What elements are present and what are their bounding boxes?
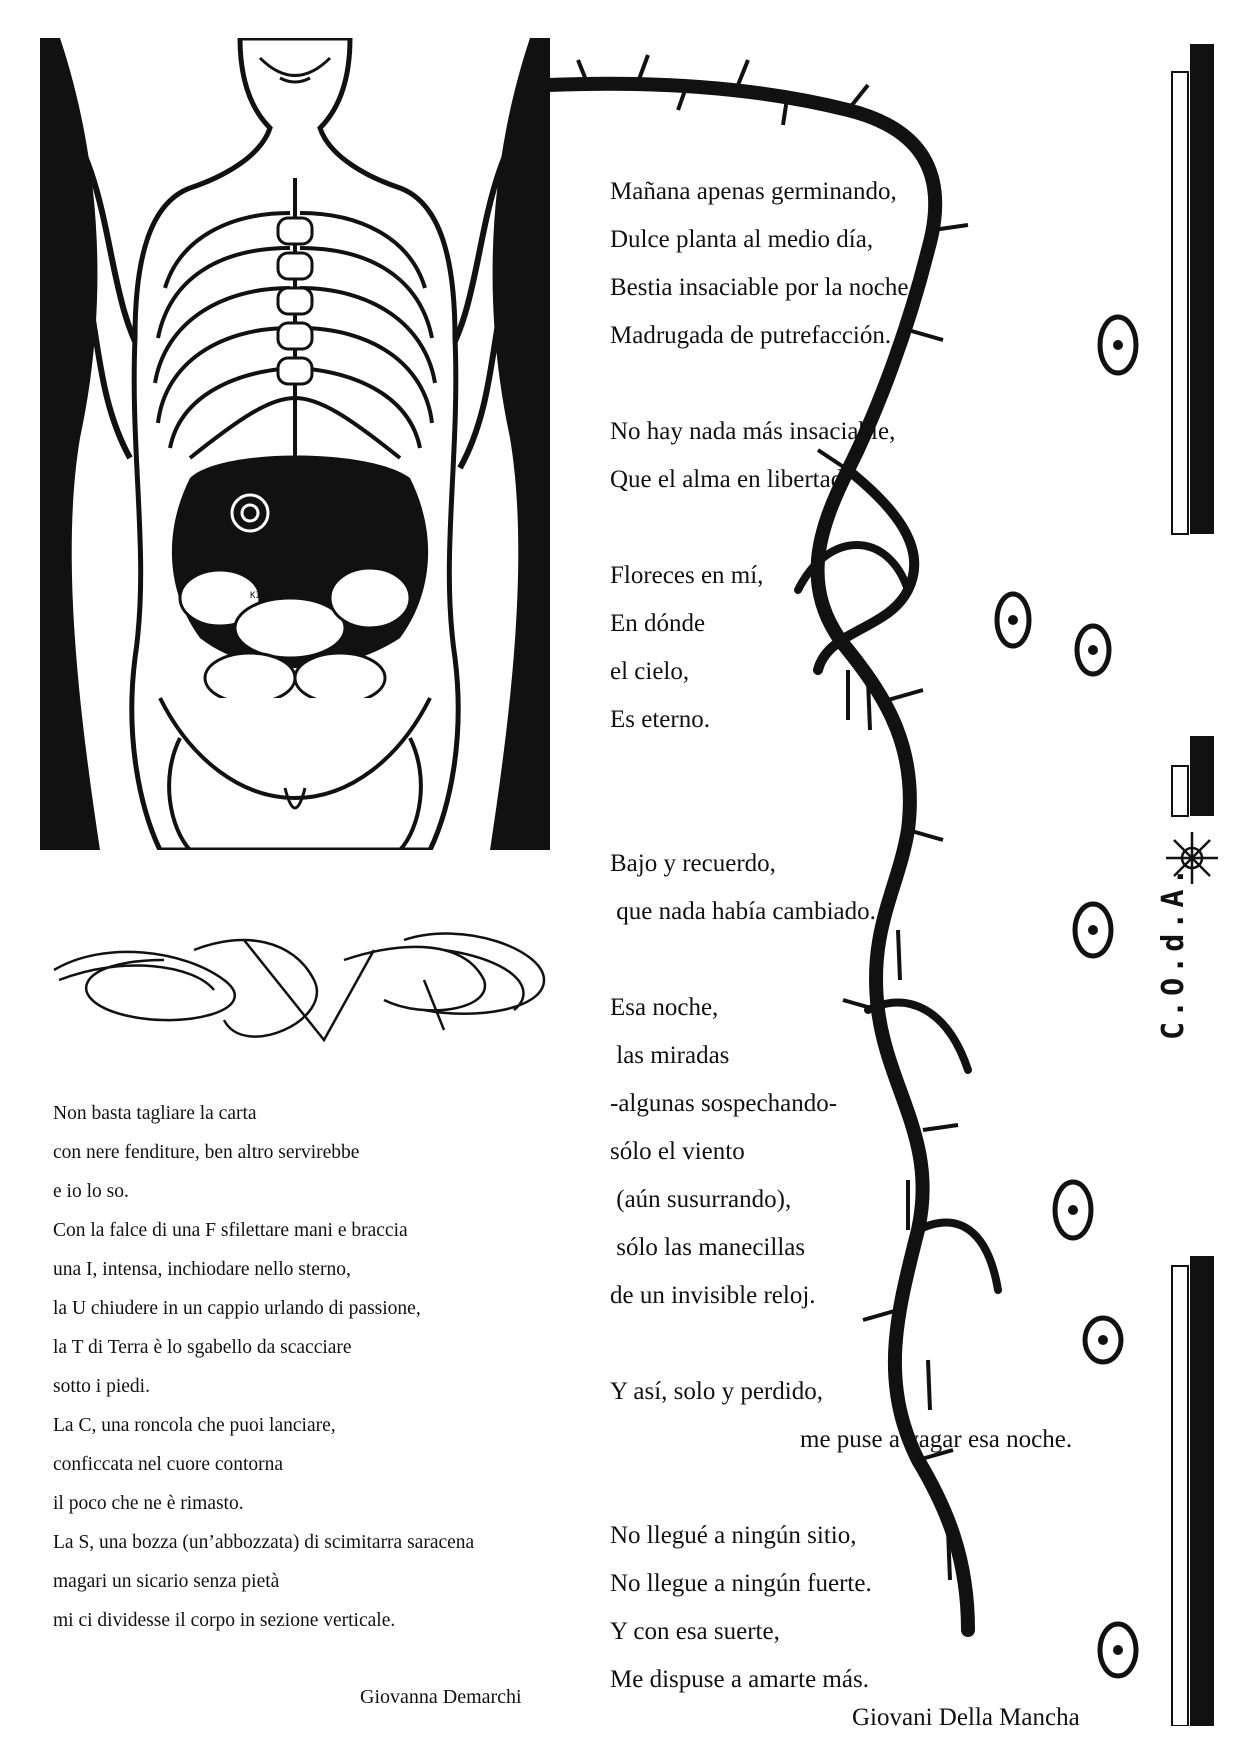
poem-line: No llegue a ningún fuerte.: [610, 1570, 872, 1597]
scribble-flourish: [44, 920, 554, 1070]
poem-line: -algunas sospechando-: [610, 1090, 838, 1117]
poem-line: Mañana apenas germinando,: [610, 178, 897, 205]
poem-line: una I, intensa, inchiodare nello sterno,: [53, 1259, 351, 1280]
poem-line: Me dispuse a amarte más.: [610, 1666, 869, 1693]
poem-line: Bajo y recuerdo,: [610, 850, 776, 877]
poem-line: las miradas: [610, 1042, 730, 1069]
poem-line: Non basta tagliare la carta: [53, 1103, 257, 1124]
poem-line: la U chiudere in un cappio urlando di passione,: [53, 1298, 421, 1319]
poem-line: e io lo so.: [53, 1181, 129, 1202]
poem-line: que nada había cambiado.: [610, 898, 876, 925]
poem-line: No llegué a ningún sitio,: [610, 1522, 857, 1549]
anatomy-illustration: [40, 38, 550, 850]
poem-line: de un invisible reloj.: [610, 1282, 816, 1309]
spanish-poem: [610, 168, 1130, 1704]
poem-line: la T di Terra è lo sgabello da scacciare: [53, 1337, 352, 1358]
poem-line: Madrugada de putrefacción.: [610, 322, 892, 349]
poem-line: mi ci dividesse il corpo in sezione verticale.: [53, 1610, 396, 1631]
side-strip-label: C.O.d.A.: [1156, 863, 1191, 1040]
poem-line: sólo el viento: [610, 1138, 745, 1165]
poem-line: con nere fenditure, ben altro servirebbe: [53, 1142, 360, 1163]
poem-line: No hay nada más insaciable,: [610, 418, 896, 445]
poem-line: La S, una bozza (un’abbozzata) di scimitarra saracena: [53, 1532, 475, 1553]
poem-line: Floreces en mí,: [610, 562, 764, 589]
poem-line: conficcata nel cuore contorna: [53, 1454, 284, 1475]
poem-line: sólo las manecillas: [610, 1234, 806, 1261]
poem-line: Dulce planta al medio día,: [610, 226, 874, 253]
poem-line: Esa noche,: [610, 994, 719, 1021]
poem-line: Con la falce di una F sfilettare mani e braccia: [53, 1220, 408, 1241]
italian-poem-author: Giovanna Demarchi: [360, 1686, 522, 1708]
spanish-poem-author: Giovani Della Mancha: [852, 1704, 1080, 1731]
poem-line: Bestia insaciable por la noche,: [610, 274, 915, 301]
poem-line: En dónde: [610, 610, 706, 637]
poem-line: magari un sicario senza pietà: [53, 1571, 280, 1592]
poem-line: Y así, solo y perdido,: [610, 1378, 823, 1405]
poem-line: el cielo,: [610, 658, 690, 685]
badge-text: KIRW SAAS: [250, 591, 299, 601]
poem-line: il poco che ne è rimasto.: [53, 1493, 244, 1514]
poem-line: Que el alma en libertad.: [610, 466, 850, 493]
poem-line: (aún susurrando),: [610, 1186, 792, 1213]
poem-line: sotto i piedi.: [53, 1376, 150, 1397]
poem-line: me puse a vagar esa noche.: [800, 1426, 1073, 1453]
italian-poem: [53, 1094, 573, 1640]
poem-line: La C, una roncola che puoi lanciare,: [53, 1415, 336, 1436]
poem-line: Es eterno.: [610, 706, 710, 733]
poem-line: Y con esa suerte,: [610, 1618, 780, 1645]
